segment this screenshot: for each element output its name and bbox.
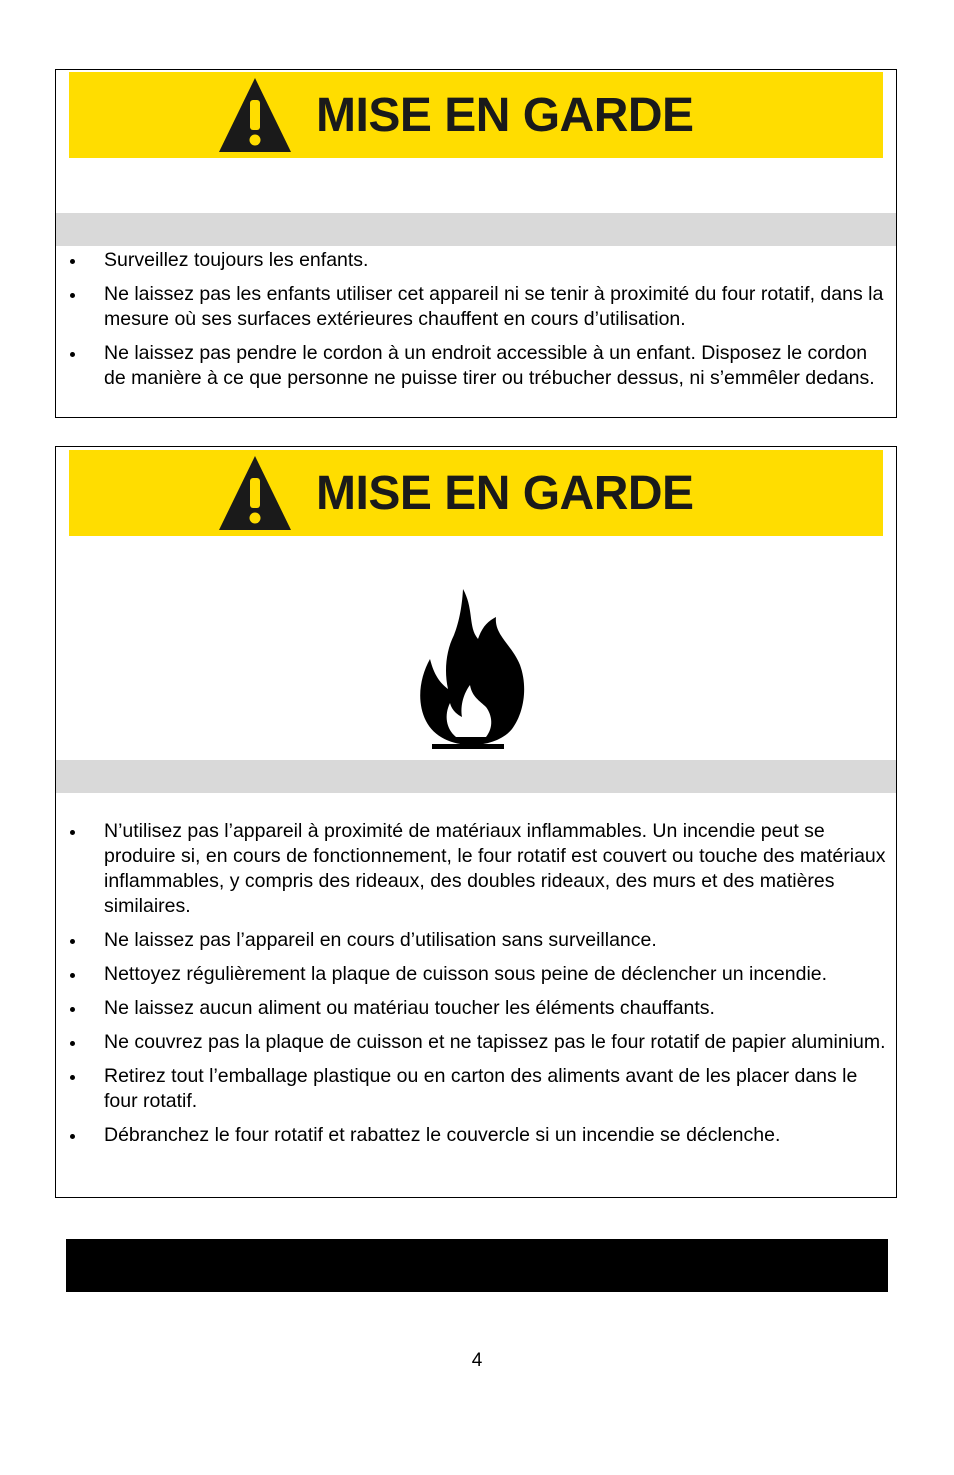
list-item: Ne laissez aucun aliment ou matériau toucher les éléments chauffants. — [56, 996, 896, 1021]
banner-title: MISE EN GARDE — [316, 89, 694, 142]
list-item: Ne couvrez pas la plaque de cuisson et ne tapissez pas le four rotatif de papier aluminium. — [56, 1030, 896, 1055]
list-item: Retirez tout l’emballage plastique ou en carton des aliments avant de les placer dans le four rotatif. — [56, 1064, 896, 1114]
list-item: Ne laissez pas pendre le cordon à un endroit accessible à un enfant. Disposez le cordon de manière à ce que personne ne puisse tirer ou trébucher dessus, ni s’emmêler dedans. — [56, 341, 896, 391]
bullet-icon — [70, 1075, 75, 1080]
banner-title: MISE EN GARDE — [316, 467, 694, 520]
bullet-icon — [70, 973, 75, 978]
warning-triangle-icon — [217, 454, 293, 532]
list-item: Ne laissez pas l’appareil en cours d’utilisation sans surveillance. — [56, 928, 896, 953]
list-item: N’utilisez pas l’appareil à proximité de matériaux inflammables. Un incendie peut se produire si, en cours de fonctionnement, le four rotatif est couvert ou touche des matériaux inflammables, y compris des rideaux, des doubles rideaux, des murs et des matières similaires. — [56, 819, 896, 919]
flame-icon — [416, 587, 526, 752]
bullet-icon — [70, 259, 75, 264]
bullet-icon — [70, 1134, 75, 1139]
bullet-icon — [70, 830, 75, 835]
warning-triangle-icon — [217, 76, 293, 154]
section-divider-bar — [56, 760, 896, 793]
section-divider-bar — [56, 213, 896, 246]
list-item: Surveillez toujours les enfants. — [56, 248, 896, 273]
list-item: Débranchez le four rotatif et rabattez le couvercle si un incendie se déclenche. — [56, 1123, 896, 1148]
bullet-icon — [70, 293, 75, 298]
bullet-icon — [70, 939, 75, 944]
list-item: Nettoyez régulièrement la plaque de cuisson sous peine de déclencher un incendie. — [56, 962, 896, 987]
bullet-icon — [70, 1007, 75, 1012]
page-number: 4 — [471, 1350, 483, 1371]
bullet-list — [56, 819, 896, 1157]
bullet-icon — [70, 352, 75, 357]
section-header-bar — [66, 1239, 888, 1292]
bullet-list — [56, 248, 896, 400]
warning-banner — [69, 72, 883, 158]
list-item: Ne laissez pas les enfants utiliser cet appareil ni se tenir à proximité du four rotatif, dans la mesure où ses surfaces extérieures chauffent en cours d’utilisation. — [56, 282, 896, 332]
warning-box-children — [55, 69, 897, 418]
bullet-icon — [70, 1041, 75, 1046]
warning-box-fire — [55, 446, 897, 1198]
warning-banner — [69, 450, 883, 536]
